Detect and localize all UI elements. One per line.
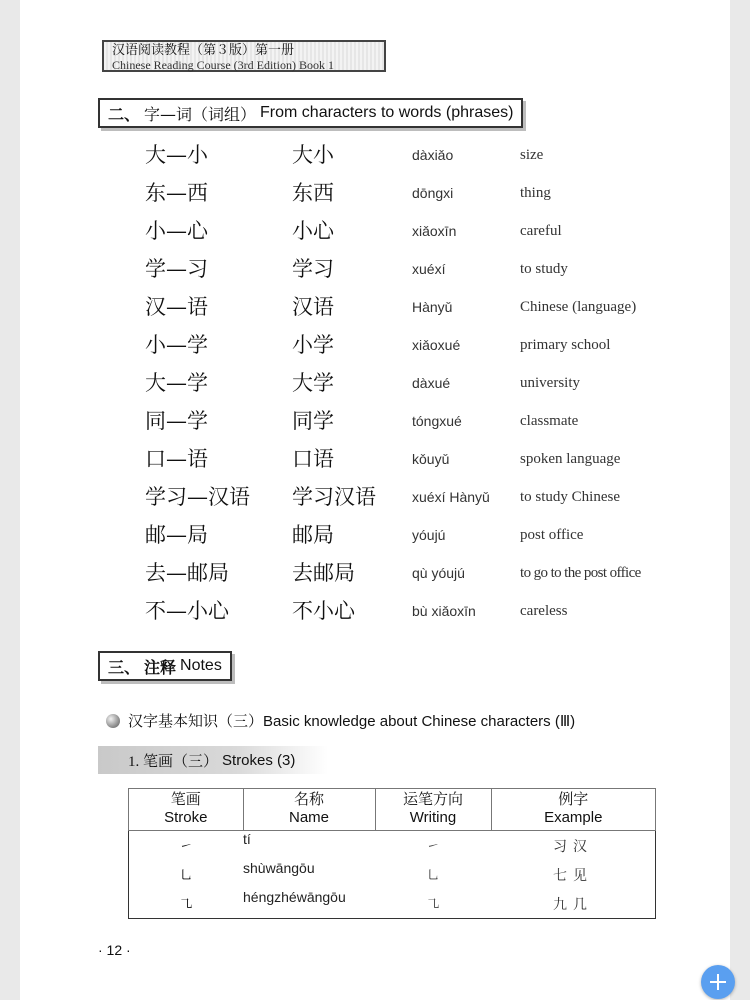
book-title-en: Chinese Reading Course (3rd Edition) Book 1 — [112, 58, 334, 72]
vocab-split: 去—邮局 — [145, 561, 229, 585]
vocab-pinyin: dàxiǎo — [412, 147, 454, 163]
list-item — [20, 216, 730, 254]
vocab-split: 同—学 — [145, 409, 208, 433]
section-number: 二、 — [108, 104, 141, 124]
example-cell: 七见 — [553, 867, 593, 884]
header-zh: 名称 — [293, 791, 324, 808]
writing-cell: ㇟ — [426, 867, 440, 884]
knowledge-title-en: Basic knowledge about Chinese characters (Ⅲ) — [263, 712, 576, 730]
vocab-split: 不—小心 — [145, 599, 229, 623]
list-item — [20, 444, 730, 482]
vocab-pinyin: bù xiǎoxīn — [412, 603, 476, 619]
vocab-meaning: Chinese (language) — [520, 299, 637, 315]
header-zh: 运笔方向 — [402, 791, 463, 808]
list-item — [20, 558, 730, 596]
header-name — [243, 789, 375, 831]
list-item — [20, 140, 730, 178]
vocab-meaning: to study Chinese — [520, 489, 620, 505]
vocab-pinyin: dàxué — [412, 375, 451, 391]
vocab-pinyin: dōngxi — [412, 185, 454, 201]
vocab-pinyin: xiǎoxué — [412, 337, 461, 353]
list-item — [20, 292, 730, 330]
book-title-zh: 汉语阅读教程（第３版）第一册 — [112, 43, 295, 58]
vocab-word: 学习汉语 — [292, 485, 376, 509]
vocab-word: 小心 — [292, 219, 334, 243]
page-number: · 12 · — [98, 942, 131, 958]
section-number: 三、 — [108, 657, 141, 677]
vocab-split: 大—小 — [145, 143, 208, 167]
strokes-table — [128, 788, 656, 919]
list-item — [20, 596, 730, 634]
table-row — [129, 831, 656, 861]
header-en: Writing — [409, 809, 457, 826]
stroke-cell: ㇀ — [179, 838, 193, 855]
add-button[interactable] — [701, 965, 735, 999]
vocab-split: 汉—语 — [145, 295, 208, 319]
vocab-meaning: thing — [520, 185, 551, 201]
list-item — [20, 520, 730, 558]
vocab-meaning: careful — [520, 223, 562, 239]
vocab-word: 大学 — [292, 371, 334, 395]
vocab-pinyin: xiǎoxīn — [412, 223, 457, 239]
vocab-meaning: to go to the post office — [520, 565, 641, 581]
vocab-word: 去邮局 — [292, 561, 355, 585]
vocab-word: 同学 — [292, 409, 334, 433]
table-row — [129, 860, 656, 889]
stroke-name-cell: tí — [243, 831, 251, 847]
strokes-title-en: Strokes (3) — [222, 751, 296, 769]
vocab-split: 学—习 — [145, 257, 208, 281]
vocab-split: 大—学 — [145, 371, 208, 395]
vocab-split: 小—心 — [145, 219, 208, 243]
vocab-pinyin: qù yóujú — [412, 565, 465, 581]
vocab-pinyin: tóngxué — [412, 413, 462, 429]
list-item — [20, 330, 730, 368]
vocab-word: 小学 — [292, 333, 334, 357]
book-header — [102, 40, 386, 72]
list-item — [20, 254, 730, 292]
header-en: Example — [544, 809, 603, 826]
vocab-split: 东—西 — [145, 181, 208, 205]
stroke-name-cell: shùwāngōu — [243, 860, 315, 876]
header-zh: 例字 — [558, 791, 589, 808]
vocab-meaning: spoken language — [520, 451, 621, 467]
stroke-cell: ㇟ — [179, 867, 193, 884]
header-en: Name — [288, 809, 329, 826]
vocab-word: 东西 — [292, 181, 334, 205]
vocab-split: 口—语 — [145, 447, 208, 471]
vocab-pinyin: yóujú — [412, 527, 446, 543]
vocab-pinyin: xuéxí Hànyǔ — [412, 489, 490, 505]
section-title-zh: 注释 — [144, 657, 177, 677]
header-writing — [375, 789, 491, 831]
vocab-meaning: size — [520, 147, 544, 163]
writing-cell: ㇈ — [426, 896, 440, 913]
vocab-meaning: primary school — [520, 337, 611, 353]
strokes-title-zh: 1. 笔画（三） — [128, 753, 219, 770]
vocab-meaning: post office — [520, 527, 584, 543]
example-cell: 习汉 — [553, 838, 593, 855]
knowledge-heading — [106, 710, 575, 731]
section-heading-notes — [98, 651, 232, 681]
vocab-pinyin: Hànyǔ — [412, 299, 453, 315]
example-cell: 九几 — [553, 896, 593, 913]
section-title-en: From characters to words (phrases) — [260, 104, 514, 121]
bullet-icon — [106, 714, 120, 728]
section-title-zh: 字—词（词组） — [144, 104, 257, 124]
vocab-word: 大小 — [292, 143, 334, 167]
vocab-meaning: classmate — [520, 413, 579, 429]
table-header-row — [129, 789, 656, 831]
vocab-meaning: to study — [520, 261, 568, 277]
vocab-split: 学习—汉语 — [145, 485, 250, 509]
strokes-subheading — [98, 746, 328, 774]
stroke-cell: ㇈ — [179, 896, 193, 913]
vocab-split: 邮—局 — [145, 523, 208, 547]
vocab-word: 不小心 — [292, 599, 355, 623]
list-item — [20, 482, 730, 520]
vocab-meaning: careless — [520, 603, 568, 619]
vocab-meaning: university — [520, 375, 580, 391]
textbook-page — [20, 0, 730, 1000]
list-item — [20, 178, 730, 216]
knowledge-title-zh: 汉字基本知识（三） — [128, 712, 264, 730]
writing-cell: ㇀ — [426, 838, 440, 855]
vocab-word: 汉语 — [292, 295, 334, 319]
list-item — [20, 368, 730, 406]
list-item — [20, 406, 730, 444]
vocab-pinyin: kǒuyǔ — [412, 451, 450, 467]
vocab-word: 口语 — [292, 447, 334, 471]
vocab-pinyin: xuéxí — [412, 261, 446, 277]
vocab-word: 邮局 — [292, 523, 334, 547]
table-row — [129, 889, 656, 919]
header-stroke — [129, 789, 244, 831]
header-zh: 笔画 — [170, 791, 201, 808]
vocab-split: 小—学 — [145, 333, 208, 357]
vocab-word: 学习 — [292, 257, 334, 281]
header-en: Stroke — [164, 809, 208, 826]
header-example — [491, 789, 656, 831]
section-heading-characters-to-words — [98, 98, 523, 128]
stroke-name-cell: héngzhéwāngōu — [243, 889, 346, 905]
section-title-en: Notes — [180, 657, 222, 674]
